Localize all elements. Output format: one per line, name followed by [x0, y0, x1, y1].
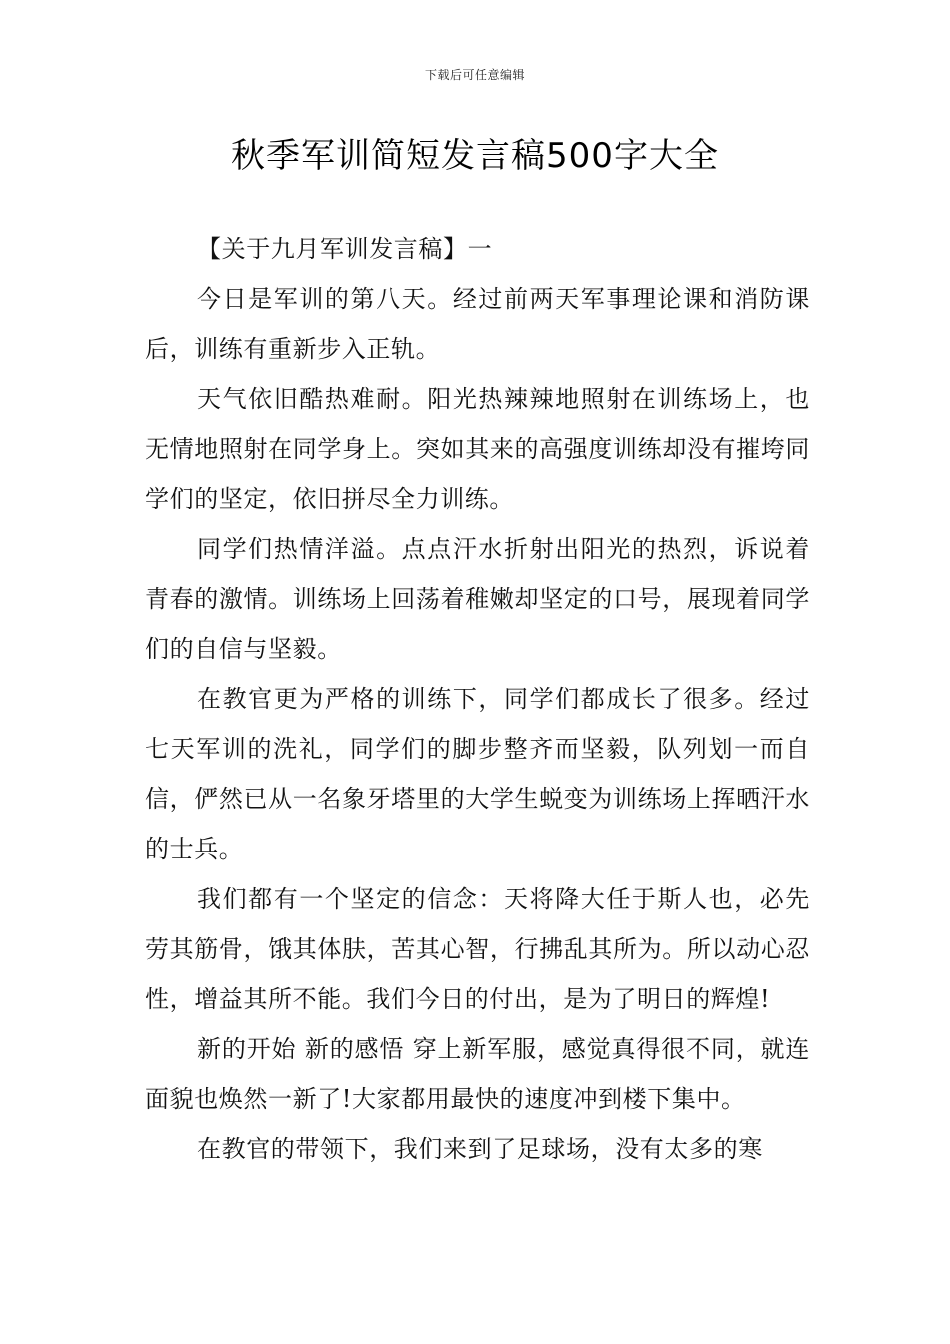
paragraph: 在教官的带领下，我们来到了足球场，没有太多的寒: [197, 1135, 763, 1163]
paragraph: 天气依旧酷热难耐。阳光热辣辣地照射在训练场上，也无情地照射在同学身上。突如其来的高强度训练却没有摧垮同学们的坚定，依旧拼尽全力训练。: [145, 385, 810, 513]
paragraph: 今日是军训的第八天。经过前两天军事理论课和消防课后，训练有重新步入正轨。: [145, 285, 810, 363]
section-heading: 【关于九月军训发言稿】一: [197, 235, 493, 263]
document-body: [145, 224, 810, 1174]
paragraph: 我们都有一个坚定的信念：天将降大任于斯人也，必先劳其筋骨，饿其体肤，苦其心智，行拂乱其所为。所以动心忍性，增益其所不能。我们今日的付出，是为了明日的辉煌!: [145, 885, 810, 1013]
paragraph: 在教官更为严格的训练下，同学们都成长了很多。经过七天军训的洗礼，同学们的脚步整齐而坚毅，队列划一而自信，俨然已从一名象牙塔里的大学生蜕变为训练场上挥晒汗水的士兵。: [145, 685, 810, 863]
header-note: 下载后可任意编辑: [424, 68, 525, 82]
document-title: 秋季军训简短发言稿500字大全: [231, 136, 719, 176]
paragraph: 新的开始 新的感悟 穿上新军服，感觉真得很不同，就连面貌也焕然一新了!大家都用最快的速度冲到楼下集中。: [145, 1035, 810, 1113]
paragraph: 同学们热情洋溢。点点汗水折射出阳光的热烈，诉说着青春的激情。训练场上回荡着稚嫩却坚定的口号，展现着同学们的自信与坚毅。: [145, 535, 810, 663]
